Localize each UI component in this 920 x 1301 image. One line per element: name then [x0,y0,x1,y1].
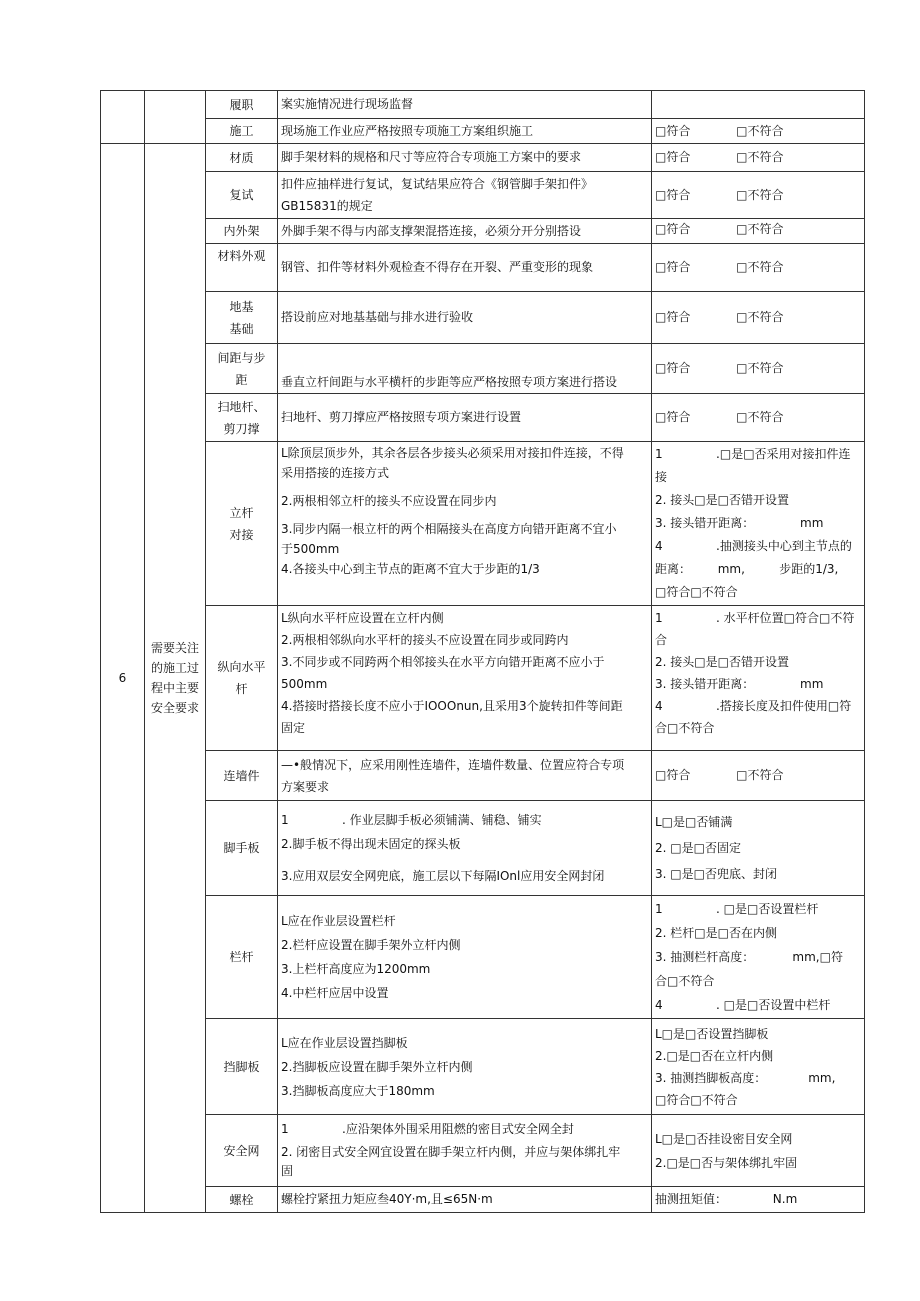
check-result-cell[interactable]: 1 .□是□否采用对接扣件连接 2. 接头□是□否错开设置 3. 接头错开距离： mm 4 .抽测接头中心到主节点的 距离： mm, 步距的1/3, □符合□不符合 [652,442,865,606]
table-row [101,91,865,119]
table-row [101,344,865,394]
check-result-cell[interactable]: □符合 □不符合 [652,292,865,344]
requirement-cell: L应在作业层设置挡脚板 2.挡脚板应设置在脚手架外立杆内侧 3.挡脚板高度应大于180mm [278,1019,652,1115]
check-result-cell[interactable]: 抽测扭矩值： N.m [652,1187,865,1213]
check-result-cell[interactable]: □符合 □不符合 [652,219,865,244]
inspection-table [100,90,865,1213]
item-name: 内外架 [206,219,278,244]
table-row [101,801,865,896]
check-result-cell[interactable]: L□是□否挂设密目安全网 2.□是□否与架体绑扎牢固 [652,1115,865,1187]
item-name: 栏杆 [206,896,278,1019]
item-name: 施工 [206,119,278,144]
requirement-cell: 垂直立杆间距与水平横杆的步距等应严格按照专项方案进行搭设 [278,344,652,394]
check-result-cell[interactable]: □符合 □不符合 [652,172,865,219]
check-result-cell[interactable]: □符合 □不符合 [652,144,865,172]
check-result-cell[interactable]: □符合 □不符合 [652,344,865,394]
check-result-cell[interactable]: 1 . 水平杆位置□符合□不符 合 2. 接头□是□否错开设置 3. 接头错开距离： mm 4 .搭接长度及扣件使用□符 合□不符合 [652,606,865,751]
item-name: 连墙件 [206,751,278,801]
table-row [101,442,865,606]
item-name: 立杆 对接 [206,442,278,606]
table-row [101,292,865,344]
table-row [101,172,865,219]
table-row [101,751,865,801]
table-row [101,896,865,1019]
section-category: 需要关注 的施工过 程中主要 安全要求 [145,144,206,1213]
requirement-cell: 1 . 作业层脚手板必须铺满、铺稳、铺实 2.脚手板不得出现未固定的探头板 3.应用双层安全网兜底，施工层以下每隔IOnl应用安全网封闭 [278,801,652,896]
item-name: 间距与步 距 [206,344,278,394]
check-result-cell[interactable]: L□是□否铺满 2. □是□否固定 3. □是□否兜底、封闭 [652,801,865,896]
item-name: 地基 基础 [206,292,278,344]
requirement-cell: 现场施工作业应严格按照专项施工方案组织施工 [278,119,652,144]
requirement-cell: 外脚手架不得与内部支撑架混搭连接，必须分开分别搭设 [278,219,652,244]
table-row [101,1115,865,1187]
table-row [101,1019,865,1115]
check-result-cell[interactable]: L□是□否设置挡脚板 2.□是□否在立杆内侧 3. 抽测挡脚板高度： mm, □符合□不符合 [652,1019,865,1115]
item-name: 履职 [206,91,278,119]
requirement-cell: —•般情况下，应采用刚性连墙件，连墙件数量、位置应符合专项 方案要求 [278,751,652,801]
requirement-cell: 案实施情况进行现场监督 [278,91,652,119]
requirement-cell: 搭设前应对地基基础与排水进行验收 [278,292,652,344]
requirement-cell: 扣件应抽样进行复试，复试结果应符合《钢管脚手架扣件》 GB15831的规定 [278,172,652,219]
section-number: 6 [101,144,145,1213]
table-row [101,219,865,244]
table-row [101,606,865,751]
item-name: 复试 [206,172,278,219]
category-cell [145,91,206,144]
requirement-cell: 钢管、扣件等材料外观检查不得存在开裂、严重变形的现象 [278,244,652,292]
table-row [101,394,865,442]
table-row [101,119,865,144]
item-name: 安全网 [206,1115,278,1187]
requirement-cell: L除顶层顶步外，其余各层各步接头必须采用对接扣件连接，不得 采用搭接的连接方式 2.两根相邻立杆的接头不应设置在同步内 3.同步内隔一根立杆的两个相隔接头在高度方向错开距离不宜小 于500mm 4.各接头中心到主节点的距离不宜大于步距的1/3 [278,442,652,606]
check-result-cell[interactable]: □符合 □不符合 [652,244,865,292]
item-name: 脚手板 [206,801,278,896]
item-name: 材质 [206,144,278,172]
table-row [101,144,865,172]
table-row [101,1187,865,1213]
item-name: 挡脚板 [206,1019,278,1115]
requirement-cell: 脚手架材料的规格和尺寸等应符合专项施工方案中的要求 [278,144,652,172]
item-name: 扫地杆、 剪刀撑 [206,394,278,442]
item-name: 纵向水平 杆 [206,606,278,751]
table-row [101,244,865,292]
check-result-cell [652,91,865,119]
requirement-cell: 螺栓拧紧扭力矩应叁40Y·m,且≤65N·m [278,1187,652,1213]
requirement-cell: 1 .应沿架体外围采用阻燃的密目式安全网全封 2. 闭密目式安全网宜设置在脚手架立杆内侧，并应与架体绑扎牢 固 [278,1115,652,1187]
item-name: 材料外观 [206,244,278,292]
item-name: 螺栓 [206,1187,278,1213]
requirement-cell: L纵向水平杆应设置在立杆内侧 2.两根相邻纵向水平杆的接头不应设置在同步或同跨内 3.不同步或不同跨两个相邻接头在水平方向错开距离不应小于 500mm 4.搭接时搭接长度不应小于IOOOnun,且采用3个旋转扣件等间距 固定 [278,606,652,751]
requirement-cell: 扫地杆、剪刀撑应严格按照专项方案进行设置 [278,394,652,442]
check-result-cell[interactable]: 1 . □是□否设置栏杆 2. 栏杆□是□否在内侧 3. 抽测栏杆高度： mm,□符 合□不符合 4 . □是□否设置中栏杆 [652,896,865,1019]
check-result-cell[interactable]: □符合 □不符合 [652,751,865,801]
row-number-cell [101,91,145,144]
check-result-cell[interactable]: □符合 □不符合 [652,394,865,442]
requirement-cell: L应在作业层设置栏杆 2.栏杆应设置在脚手架外立杆内侧 3.上栏杆高度应为1200mm 4.中栏杆应居中设置 [278,896,652,1019]
check-result-cell[interactable]: □符合 □不符合 [652,119,865,144]
